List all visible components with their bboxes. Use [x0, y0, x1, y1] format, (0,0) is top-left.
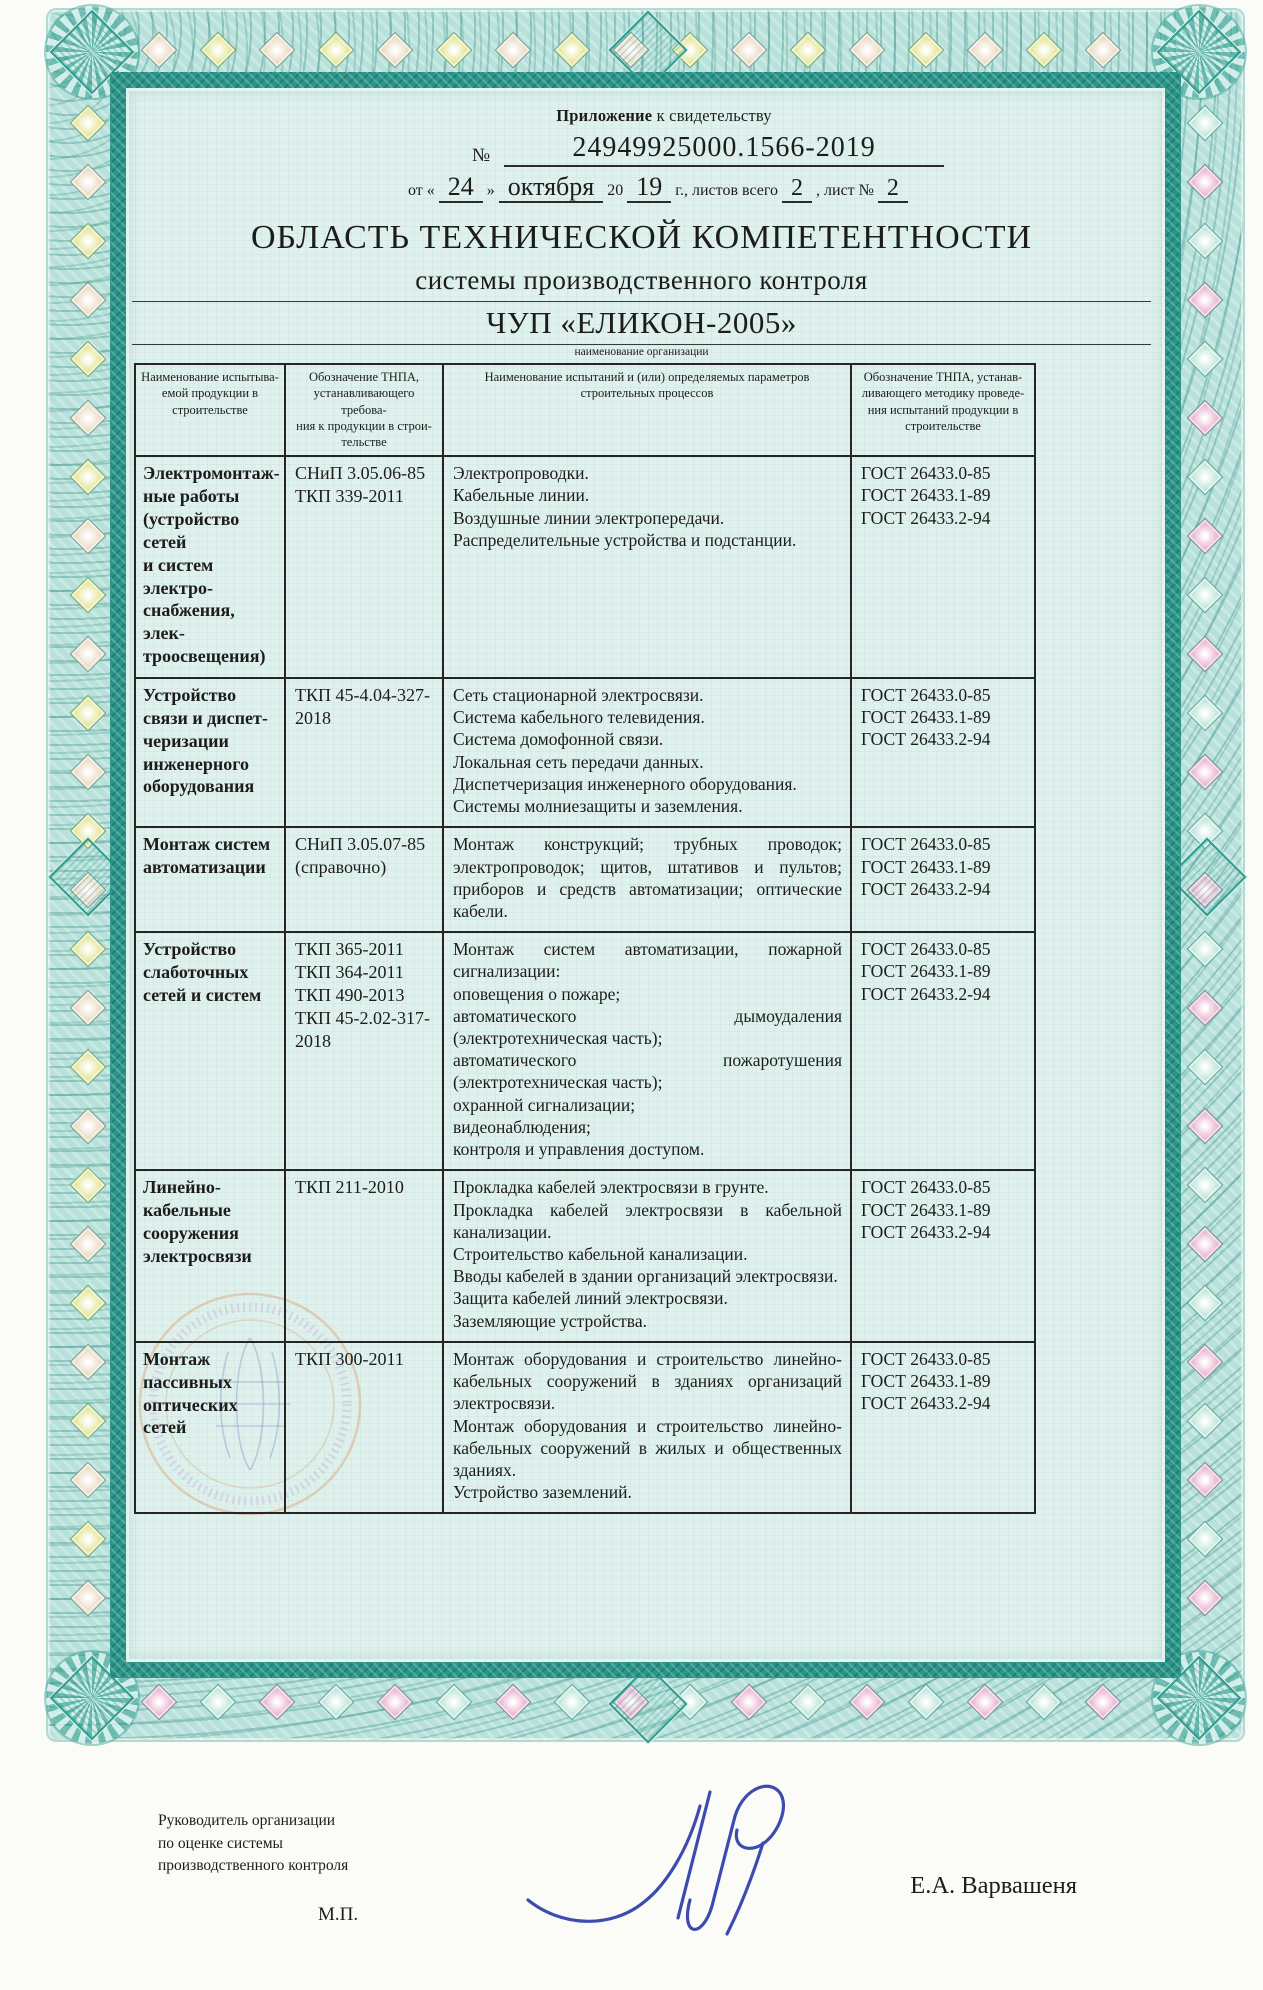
text-line: и систем электро-: [143, 554, 214, 598]
edge-diamond-ornament: [1187, 1049, 1224, 1086]
edge-diamond-ornament: [1187, 931, 1224, 968]
text-line: ГОСТ 26433.2-94: [861, 1221, 991, 1242]
edge-diamond-ornament: [731, 32, 768, 69]
edge-diamond-ornament: [554, 32, 591, 69]
text-line: связи и диспет-: [143, 707, 268, 728]
edge-diamond-ornament: [70, 695, 107, 732]
certificate-number: 24949925000.1566-2019: [504, 132, 944, 167]
text-line: инженерного: [143, 753, 250, 774]
edge-diamond-ornament: [70, 1108, 107, 1145]
text-line: ГОСТ 26433.1-89: [861, 1199, 991, 1220]
col-header-tnpa: [286, 365, 444, 457]
text-line: Система кабельного телевидения.: [453, 707, 705, 728]
product-cell: [136, 1343, 286, 1513]
text-line: Электромонтаж-: [143, 463, 280, 484]
edge-diamond-ornament: [1187, 1344, 1224, 1381]
text-line: Диспетчеризация инженерного оборудования.: [453, 773, 797, 794]
text-line: Строительство кабельной канализации.: [453, 1244, 748, 1265]
text-line: Монтаж систем: [143, 834, 271, 855]
text-line: автоматического пожаротушения (электротехническая часть);: [453, 1050, 842, 1093]
col-header-product: [136, 365, 286, 457]
text-line: емой продукции в: [161, 386, 259, 401]
text-line: снабжения, элек-: [143, 600, 235, 644]
certificate-header: [384, 106, 944, 203]
tests-cell: [444, 1343, 852, 1513]
text-line: контроля и управления доступом.: [453, 1139, 705, 1160]
signatory-role: [158, 1810, 428, 1877]
edge-diamond-ornament: [1187, 1403, 1224, 1440]
tests-cell: [444, 828, 852, 933]
text-line: тельстве: [341, 435, 387, 449]
edge-diamond-ornament: [1187, 400, 1224, 437]
product-cell: [136, 828, 286, 933]
certificate-body: [126, 88, 1165, 1925]
text-line: ТКП 365-2011: [295, 939, 404, 960]
text-line: Монтаж: [143, 1348, 211, 1369]
product-cell: [136, 457, 286, 679]
text-line: Сеть стационарной электросвязи.: [453, 684, 704, 705]
edge-diamond-ornament: [1187, 695, 1224, 732]
date-month: октября: [499, 174, 603, 203]
text-line: Линейно-: [143, 1177, 221, 1198]
edge-diamond-ornament: [70, 577, 107, 614]
text-line: оптических сетей: [143, 1394, 238, 1438]
text-line: Обозначение ТНПА, устанав-: [863, 370, 1023, 384]
edge-diamond-ornament: [70, 1167, 107, 1204]
text-line: ТКП 45-2.02-317-2018: [295, 1007, 430, 1051]
edge-diamond-ornament: [70, 105, 107, 142]
edge-diamond-ornament: [1187, 1462, 1224, 1499]
text-line: ливающего методику проведе-: [861, 386, 1025, 401]
tnpa-cell: [286, 1343, 444, 1513]
text-line: строительстве: [905, 418, 981, 433]
text-line: ГОСТ 26433.1-89: [861, 961, 991, 982]
product-cell: [136, 679, 286, 828]
text-line: Монтаж оборудования и строительство линейно-кабельных сооружений в жилых и общественных зданиях.: [453, 1415, 842, 1480]
appendix-line: [384, 106, 944, 126]
product-cell: [136, 1171, 286, 1343]
methods-cell: [852, 457, 1034, 679]
tests-cell: [444, 457, 852, 679]
seal-place-mark: М.П.: [318, 1903, 359, 1925]
text-line: Система домофонной связи.: [453, 729, 664, 750]
text-line: видеонаблюдения;: [453, 1116, 591, 1137]
edge-diamond-ornament: [1187, 754, 1224, 791]
text-line: Вводы кабелей в здании организаций электросвязи.: [453, 1266, 838, 1287]
text-line: ГОСТ 26433.0-85: [861, 834, 991, 855]
text-line: Руководитель организации: [158, 1812, 336, 1830]
methods-cell: [852, 679, 1034, 828]
sheet-number: 2: [878, 176, 908, 203]
edge-diamond-ornament: [790, 32, 827, 69]
text-line: Устройство: [143, 684, 237, 705]
edge-diamond-ornament: [70, 1403, 107, 1440]
edge-diamond-ornament: [70, 636, 107, 673]
edge-diamond-ornament: [70, 1285, 107, 1322]
organization-caption: наименование организации: [574, 346, 709, 358]
date-century: 20: [607, 182, 624, 199]
text-line: Устройство: [143, 939, 237, 960]
edge-diamond-ornament: [1187, 459, 1224, 496]
text-line: Электропроводки.: [453, 463, 589, 484]
text-line: Монтаж оборудования и строительство линейно-кабельных сооружений в зданиях организаций электросвязи.: [453, 1348, 842, 1414]
edge-diamond-ornament: [436, 32, 473, 69]
text-line: ния испытаний продукции в: [867, 402, 1019, 417]
edge-diamond-ornament: [1187, 1521, 1224, 1558]
edge-diamond-ornament: [495, 32, 532, 69]
text-line: строительстве: [172, 402, 248, 417]
text-line: Системы молниезащиты и заземления.: [453, 796, 743, 817]
edge-diamond-ornament: [70, 754, 107, 791]
text-line: Монтаж конструкций; трубных проводок; электропроводок; щитов, штативов и пультов; приборов и средств автоматизации; оптические кабели.: [453, 834, 842, 921]
text-line: ГОСТ 26433.0-85: [861, 1348, 991, 1369]
text-line: оборудования: [143, 776, 255, 797]
tnpa-cell: [286, 933, 444, 1171]
text-line: ГОСТ 26433.2-94: [861, 1393, 991, 1414]
text-line: ГОСТ 26433.1-89: [861, 485, 991, 506]
edge-diamond-ornament: [377, 32, 414, 69]
text-line: сооружения: [143, 1223, 239, 1244]
text-line: сетей и систем: [143, 984, 262, 1005]
text-line: (справочно): [295, 857, 387, 878]
edge-diamond-ornament: [849, 32, 886, 69]
edge-diamond-ornament: [1085, 32, 1122, 69]
date-mid-label: г., листов всего: [675, 182, 779, 199]
tnpa-cell: [286, 828, 444, 933]
signature-zone: [428, 1810, 910, 1990]
text-line: кабельные: [143, 1200, 231, 1221]
edge-diamond-ornament: [70, 1344, 107, 1381]
edge-diamond-ornament: [1187, 1226, 1224, 1263]
edge-diamond-ornament: [70, 282, 107, 319]
text-line: ГОСТ 26433.0-85: [861, 939, 991, 960]
text-line: автоматического дымоудаления (электротехническая часть);: [453, 1005, 842, 1049]
edge-diamond-ornament: [967, 32, 1004, 69]
signer-name: Е.А. Варвашеня: [910, 1872, 1077, 1900]
edge-diamond-ornament: [1187, 577, 1224, 614]
edge-diamond-ornament: [1187, 1167, 1224, 1204]
text-line: ТКП 364-2011: [295, 962, 404, 983]
tnpa-cell: [286, 679, 444, 828]
text-line: СНиП 3.05.06-85: [295, 463, 426, 484]
methods-cell: [852, 828, 1034, 933]
edge-diamond-ornament: [1187, 341, 1224, 378]
edge-diamond-ornament: [1187, 105, 1224, 142]
edge-diamond-ornament: [70, 990, 107, 1027]
text-line: черизации: [143, 730, 229, 751]
edge-diamond-ornament: [70, 931, 107, 968]
text-line: слаботочных: [143, 962, 249, 983]
text-line: Прокладка кабелей электросвязи в грунте.: [453, 1177, 769, 1198]
competence-table: [134, 363, 1036, 1514]
text-line: ТКП 211-2010: [295, 1177, 404, 1198]
col-header-methods: [852, 365, 1034, 457]
edge-diamond-ornament: [1026, 32, 1063, 69]
edge-diamond-ornament: [1187, 1580, 1224, 1617]
text-line: ТКП 300-2011: [295, 1348, 404, 1369]
text-line: ния к продукции в строи-: [296, 418, 432, 433]
text-line: ГОСТ 26433.0-85: [861, 1177, 991, 1198]
text-line: ГОСТ 26433.1-89: [861, 707, 991, 728]
date-year: 19: [627, 174, 671, 203]
text-line: (устройство сетей: [143, 508, 240, 552]
edge-diamond-ornament: [1187, 990, 1224, 1027]
col-header-tests: [444, 365, 852, 457]
edge-diamond-ornament: [70, 518, 107, 555]
text-line: ные работы: [143, 486, 240, 507]
text-line: Кабельные линии.: [453, 485, 590, 506]
organization-name: ЧУП «ЕЛИКОН-2005»: [132, 305, 1151, 345]
text-line: ГОСТ 26433.1-89: [861, 856, 991, 877]
blank-area: [132, 1514, 1151, 1810]
page-title: ОБЛАСТЬ ТЕХНИЧЕСКОЙ КОМПЕТЕНТНОСТИ: [250, 219, 1033, 256]
edge-diamond-ornament: [70, 223, 107, 260]
text-line: Воздушные линии электропередачи.: [453, 507, 725, 528]
text-line: по оценке системы: [158, 1834, 283, 1852]
edge-diamond-ornament: [1187, 1108, 1224, 1145]
tests-cell: [444, 1171, 852, 1343]
certificate-border: [48, 10, 1243, 1925]
sheet-label: , лист №: [816, 182, 874, 199]
methods-cell: [852, 933, 1034, 1171]
date-close-quote: »: [486, 182, 495, 199]
content-area: [126, 88, 1165, 1990]
edge-diamond-ornament: [1187, 636, 1224, 673]
appendix-word: Приложение: [556, 106, 653, 125]
edge-diamond-ornament: [318, 32, 355, 69]
methods-cell: [852, 1171, 1034, 1343]
text-line: СНиП 3.05.07-85: [295, 834, 426, 855]
text-line: Обозначение ТНПА,: [308, 370, 420, 384]
signatory-column: [158, 1810, 428, 1925]
edge-diamond-ornament: [200, 32, 237, 69]
text-line: ТКП 45-4.04-327-2018: [295, 684, 430, 728]
text-line: Наименование испытаний и (или) определяемых параметров строительных процессов: [484, 370, 810, 401]
edge-diamond-ornament: [70, 459, 107, 496]
text-line: пассивных: [143, 1371, 232, 1392]
text-line: электросвязи: [143, 1245, 252, 1266]
edge-diamond-ornament: [70, 1049, 107, 1086]
date-day: 24: [439, 174, 483, 203]
text-line: троосвещения): [143, 646, 266, 667]
text-line: ГОСТ 26433.2-94: [861, 507, 991, 528]
text-line: ТКП 490-2013: [295, 984, 405, 1005]
number-sign: №: [472, 145, 491, 166]
text-line: Устройство заземлений.: [453, 1482, 632, 1503]
text-line: Прокладка кабелей электросвязи в кабельной канализации.: [453, 1199, 842, 1242]
edge-diamond-ornament: [70, 1226, 107, 1263]
text-line: охранной сигнализации;: [453, 1094, 636, 1115]
methods-cell: [852, 1343, 1034, 1513]
edge-diamond-ornament: [1187, 518, 1224, 555]
tnpa-cell: [286, 1171, 444, 1343]
text-line: автоматизации: [143, 857, 266, 878]
text-line: Заземляющие устройства.: [453, 1310, 647, 1331]
product-cell: [136, 933, 286, 1171]
text-line: устанавливающего требова-: [313, 386, 415, 417]
edge-diamond-ornament: [70, 400, 107, 437]
text-line: ГОСТ 26433.1-89: [861, 1371, 991, 1392]
edge-diamond-ornament: [70, 1580, 107, 1617]
text-line: ГОСТ 26433.2-94: [861, 878, 991, 899]
sheets-total: 2: [782, 176, 812, 203]
text-line: ТКП 339-2011: [295, 486, 404, 507]
handwritten-signature: [518, 1778, 828, 1958]
edge-diamond-ornament: [1187, 164, 1224, 201]
edge-diamond-ornament: [259, 32, 296, 69]
text-line: ГОСТ 26433.0-85: [861, 463, 991, 484]
edge-diamond-ornament: [70, 341, 107, 378]
edge-diamond-ornament: [1187, 223, 1224, 260]
appendix-rest: к свидетельству: [656, 106, 772, 125]
edge-diamond-ornament: [70, 1521, 107, 1558]
edge-diamond-ornament: [1187, 1285, 1224, 1322]
text-line: оповещения о пожаре;: [453, 983, 621, 1004]
text-line: ГОСТ 26433.2-94: [861, 983, 991, 1004]
text-line: Монтаж систем автоматизации, пожарной сигнализации:: [453, 939, 842, 982]
text-line: Локальная сеть передачи данных.: [453, 751, 704, 772]
signature-block: [132, 1810, 1151, 1990]
text-line: Распределительные устройства и подстанции.: [453, 529, 797, 550]
edge-diamond-ornament: [141, 32, 178, 69]
edge-diamond-ornament: [70, 1462, 107, 1499]
tests-cell: [444, 933, 852, 1171]
edge-diamond-ornament: [908, 32, 945, 69]
text-line: ГОСТ 26433.0-85: [861, 684, 991, 705]
text-line: Защита кабелей линий электросвязи.: [453, 1288, 728, 1309]
certificate-number-line: [384, 132, 944, 167]
tnpa-cell: [286, 457, 444, 679]
certificate-date-line: [384, 174, 944, 203]
edge-diamond-ornament: [1187, 282, 1224, 319]
tests-cell: [444, 679, 852, 828]
page-subtitle: системы производственного контроля: [132, 265, 1151, 302]
text-line: Наименование испытыва-: [141, 370, 279, 384]
date-prefix: от «: [408, 182, 435, 199]
edge-diamond-ornament: [70, 164, 107, 201]
text-line: производственного контроля: [158, 1857, 349, 1875]
text-line: ГОСТ 26433.2-94: [861, 729, 991, 750]
